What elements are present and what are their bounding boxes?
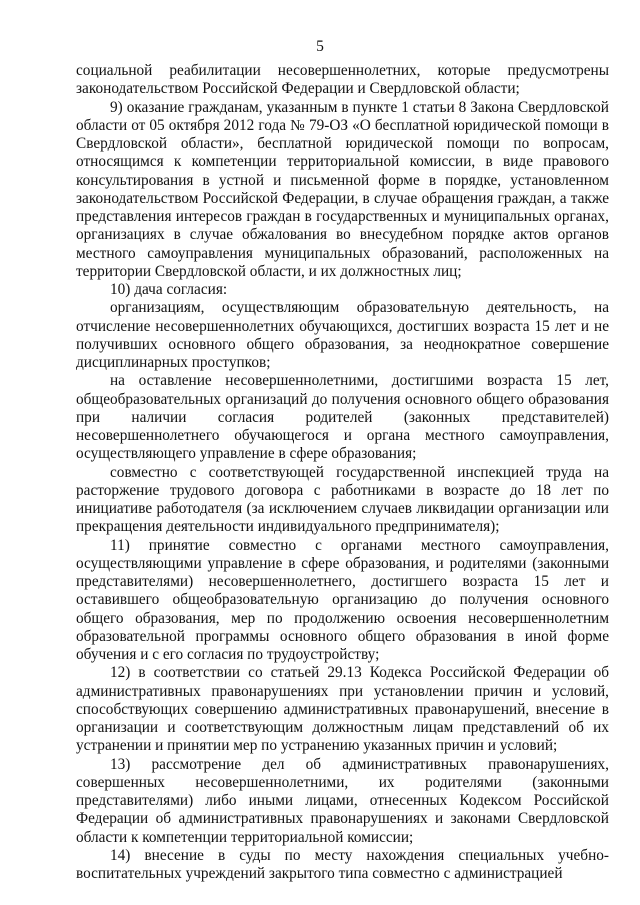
paragraph-item-13: 13) рассмотрение дел об административных правонарушениях, совершенных несовершеннолетними, их родителями (законными представителями) либо иными лицами, отнесенных Кодексом Российской Федерации об административных правонарушениях и законами Свердловской области к компетенции территориальной комиссии; [76, 755, 609, 846]
paragraph-item-9: 9) оказание гражданам, указанным в пункте 1 статьи 8 Закона Свердловской области от 05 октября 2012 года № 79-ОЗ «О бесплатной юридической помощи в Свердловской области», бесплатной юридической помощи по вопросам, относящимся к компетенции территориальной комиссии, в виде правового консультирования в устной и письменной форме в порядке, установленном законодательством Российской Федерации, в случае обращения граждан, а также представления интересов граждан в государственных и муниципальных органах, организациях в случае обжалования во внесудебном порядке актов органов местного самоуправления муниципальных образований, расположенных на территории Свердловской области, и их должностных лиц; [76, 98, 609, 280]
paragraph-item-11: 11) принятие совместно с органами местного самоуправления, осуществляющими управление в сфере образования, и родителями (законными представителями) несовершеннолетнего, достигшего возраста 15 лет и оставившего общеобразовательную организацию до получения основного общего образования, мер по продолжению освоения несовершеннолетним образовательной программы основного общего образования в иной форме обучения и с его согласия по трудоустройству; [76, 536, 609, 663]
paragraph-item-10: 10) дача согласия: [110, 281, 228, 298]
document-body [76, 62, 609, 883]
paragraph-item-14: 14) внесение в суды по месту нахождения специальных учебно-воспитательных учреждений закрытого типа совместно с администрацией [76, 846, 609, 882]
paragraph-continuation: социальной реабилитации несовершеннолетних, которые предусмотрены законодательством Российской Федерации и Свердловской области; [76, 62, 609, 98]
paragraph-item-10-leaving-school: на оставление несовершеннолетними, достигшими возраста 15 лет, общеобразовательных организаций до получения основного общего образования при наличии согласия родителей (законных представителей) несовершеннолетнего обучающегося и органа местного самоуправления, осуществляющего управление в сфере образования; [76, 372, 609, 463]
paragraph-item-12: 12) в соответствии со статьей 29.13 Кодекса Российской Федерации об административных правонарушениях при установлении причин и условий, способствующих совершению административных правонарушений, внесение в организации и соответствующим должностным лицам представлений об их устранении и принятии мер по устранению указанных причин и условий; [76, 664, 609, 755]
paragraph-item-10-expulsion: организациям, осуществляющим образовательную деятельность, на отчисление несовершеннолетних обучающихся, достигших возраста 15 лет и не получивших основного общего образования, за неоднократное совершение дисциплинарных проступков; [76, 299, 609, 371]
paragraph-item-10-labor-contract: совместно с соответствующей государственной инспекцией труда на расторжение трудового договора с работниками в возрасте до 18 лет по инициативе работодателя (за исключением случаев ликвидации организации или прекращения деятельности индивидуального предпринимателя); [76, 463, 609, 536]
page-number: 5 [316, 38, 324, 55]
